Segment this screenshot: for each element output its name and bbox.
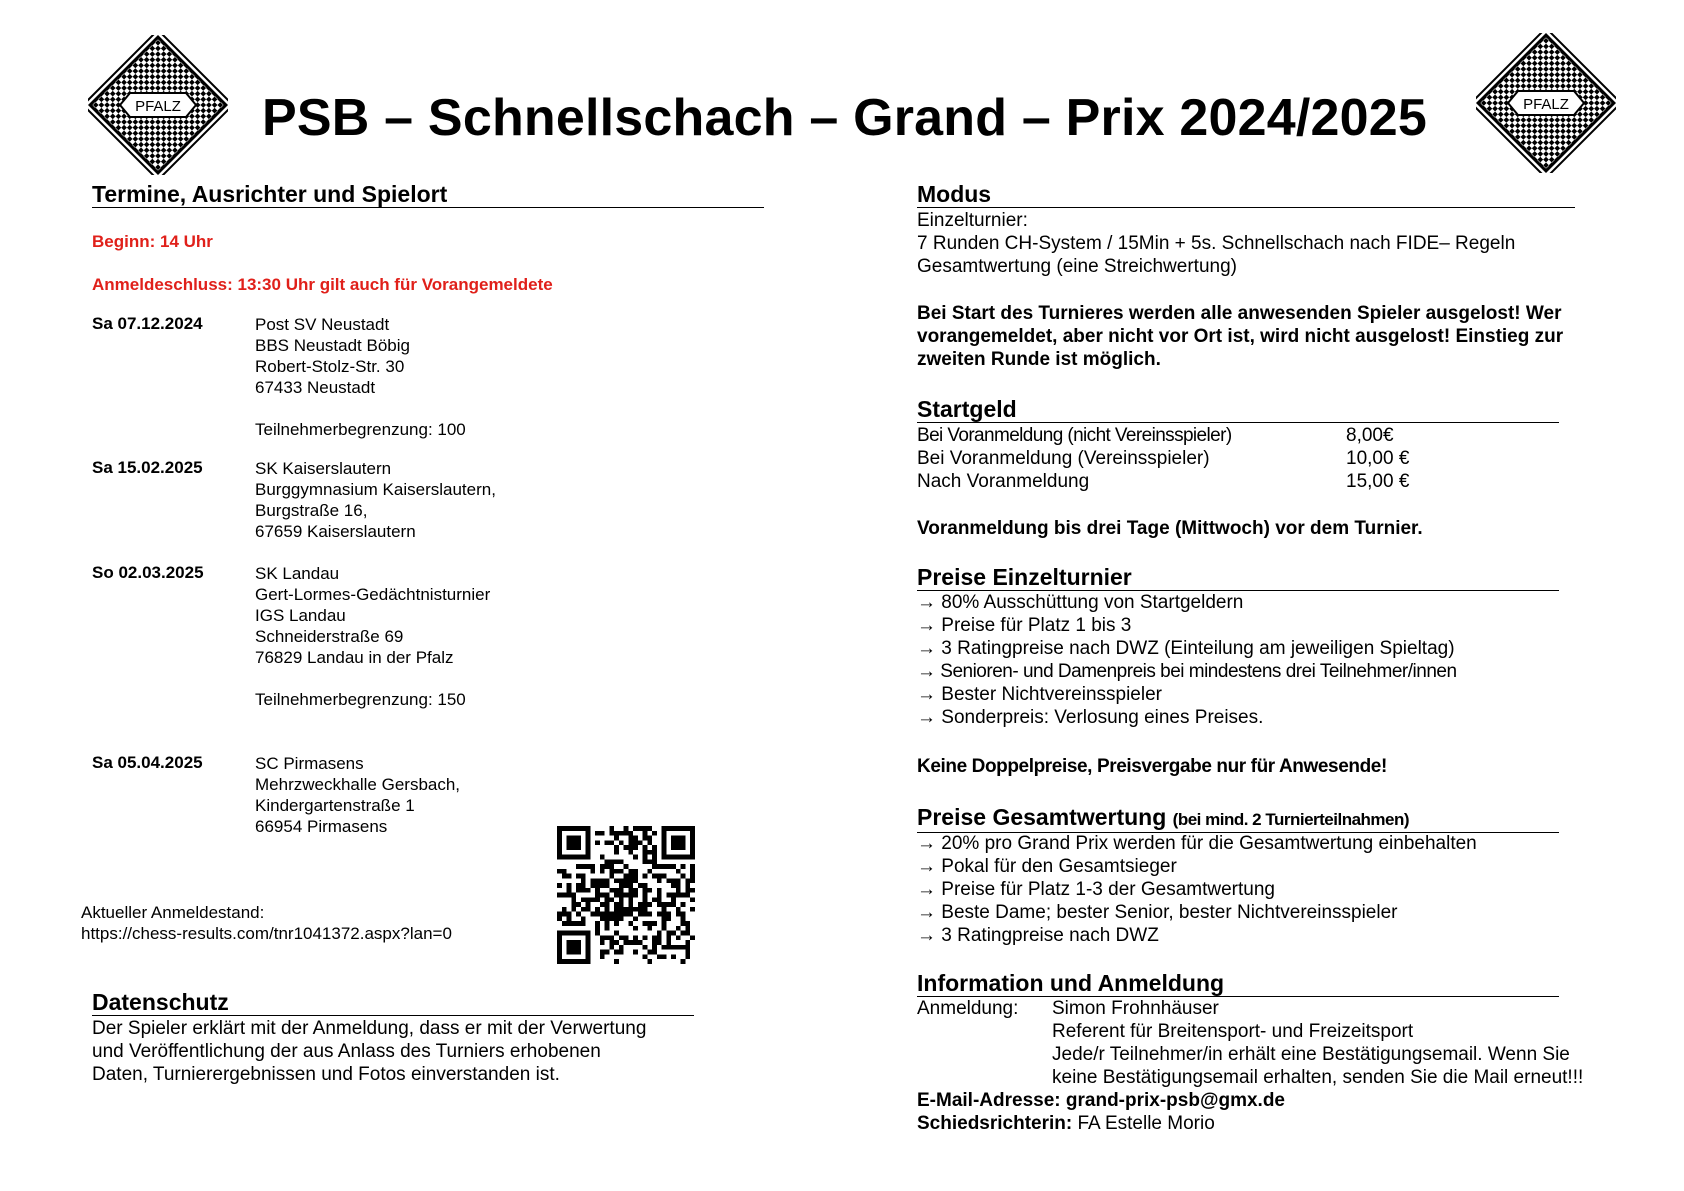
datenschutz-heading: Datenschutz xyxy=(92,990,694,1016)
pfalz-logo-right xyxy=(1476,33,1616,178)
list-item: → Beste Dame; bester Senior, bester Nichtvereinsspieler xyxy=(917,902,1398,923)
anmeldestand-link[interactable]: https://chess-results.com/tnr1041372.aspx?lan=0 xyxy=(81,924,452,943)
pfalz-logo-icon xyxy=(88,35,228,175)
event-address: SK Landau Gert-Lormes-Gedächtnisturnier IGS Landau Schneiderstraße 69 76829 Landau in der Pfalz Teilnehmerbegrenzung: 150 xyxy=(255,564,491,709)
list-item: → Preise für Platz 1-3 der Gesamtwertung xyxy=(917,879,1275,900)
list-item: → Preise für Platz 1 bis 3 xyxy=(917,615,1132,636)
list-item: → Senioren- und Damenpreis bei mindestens drei Teilnehmer/innen xyxy=(917,661,1457,682)
modus-text: Einzelturnier: 7 Runden CH-System / 15Min + 5s. Schnellschach nach FIDE– Regeln Gesamtwertung (eine Streichwertung) xyxy=(917,210,1516,277)
list-item: → 20% pro Grand Prix werden für die Gesamtwertung einbehalten xyxy=(917,833,1477,854)
logo-text: PFALZ xyxy=(135,98,181,115)
modus-hinweis: Bei Start des Turnieres werden alle anwesenden Spieler ausgelost! Wer vorangemeldet, aber nicht vor Ort ist, wird nicht ausgelost! Einstieg zur zweiten Runde ist möglich. xyxy=(917,303,1564,370)
anmeldung-details: Simon Frohnhäuser Referent für Breitensport- und Freizeitsport Jede/r Teilnehmer/in erhält eine Bestätigungsemail. Wenn Sie keine Bestätigungsemail erhalten, senden Sie die Mail erneut!!! xyxy=(1052,998,1584,1088)
event-address: Post SV Neustadt BBS Neustadt Böbig Robert-Stolz-Str. 30 67433 Neustadt Teilnehmerbegrenzung: 100 xyxy=(255,315,466,439)
list-item: → Bester Nichtvereinsspieler xyxy=(917,684,1162,705)
list-item: → Sonderpreis: Verlosung eines Preises. xyxy=(917,707,1264,728)
startgeld-row: Bei Voranmeldung (nicht Vereinsspieler) 8,00€ xyxy=(917,425,1394,446)
startgeld-heading: Startgeld xyxy=(917,397,1559,423)
event-address: SK Kaiserslautern Burggymnasium Kaiserslautern, Burgstraße 16, 67659 Kaiserslautern xyxy=(255,459,496,541)
list-item: → 3 Ratingpreise nach DWZ xyxy=(917,925,1159,946)
event-date: Sa 15.02.2025 xyxy=(92,458,203,477)
schiri-label: Schiedsrichterin: xyxy=(917,1113,1073,1134)
info-heading: Information und Anmeldung xyxy=(917,971,1559,997)
anmeldestand xyxy=(81,902,452,944)
pfalz-logo-left xyxy=(88,35,228,180)
logo-text: PFALZ xyxy=(1523,96,1569,113)
event-date: Sa 07.12.2024 xyxy=(92,314,203,333)
schiri-line xyxy=(917,1112,1215,1135)
voranmeldung-note: Voranmeldung bis drei Tage (Mittwoch) vor dem Turnier. xyxy=(917,518,1423,539)
anmeldung-label: Anmeldung: xyxy=(917,998,1019,1019)
event-date: So 02.03.2025 xyxy=(92,563,204,582)
modus-heading: Modus xyxy=(917,182,1575,208)
email-link[interactable]: grand-prix-psb@gmx.de xyxy=(1065,1090,1285,1111)
anmeldeschluss-text: Anmeldeschluss: 13:30 Uhr gilt auch für Vorangemeldete xyxy=(92,275,553,294)
schiri-value: FA Estelle Morio xyxy=(1077,1113,1215,1134)
list-item: → 3 Ratingpreise nach DWZ (Einteilung am jeweiligen Spieltag) xyxy=(917,638,1455,659)
startgeld-row: Bei Voranmeldung (Vereinsspieler) 10,00 € xyxy=(917,448,1410,469)
list-item: → 80% Ausschüttung von Startgeldern xyxy=(917,592,1244,613)
preise-gesamt-list xyxy=(917,832,1477,947)
datenschutz-text: Der Spieler erklärt mit der Anmeldung, dass er mit der Verwertung und Veröffentlichung der aus Anlass des Turniers erhobenen Daten, Turnierergebnissen und Fotos einverstanden ist. xyxy=(92,1018,647,1085)
email-label: E-Mail-Adresse: xyxy=(917,1090,1061,1111)
startgeld-row: Nach Voranmeldung 15,00 € xyxy=(917,471,1410,492)
preise-einzel-heading: Preise Einzelturnier xyxy=(917,565,1559,591)
preise-einzel-list xyxy=(917,591,1457,729)
preise-gesamt-heading: Preise Gesamtwertung (bei mind. 2 Turnierteilnahmen) xyxy=(917,805,1559,833)
event-address: SC Pirmasens Mehrzweckhalle Gersbach, Kindergartenstraße 1 66954 Pirmasens xyxy=(255,754,461,836)
page-title: PSB – Schnellschach – Grand – Prix 2024/2025 xyxy=(262,89,1427,147)
anmeldestand-label: Aktueller Anmeldestand: xyxy=(81,903,265,922)
pfalz-logo-icon xyxy=(1476,33,1616,173)
list-item: → Pokal für den Gesamtsieger xyxy=(917,856,1177,877)
qr-code-icon xyxy=(557,826,695,964)
beginn-text: Beginn: 14 Uhr xyxy=(92,232,213,251)
qr-code[interactable] xyxy=(557,826,695,969)
preise-gesamt-sub: (bei mind. 2 Turnierteilnahmen) xyxy=(1172,810,1410,829)
termine-heading: Termine, Ausrichter und Spielort xyxy=(92,182,764,208)
keine-doppelpreise: Keine Doppelpreise, Preisvergabe nur für Anwesende! xyxy=(917,756,1387,777)
event-date: Sa 05.04.2025 xyxy=(92,753,203,772)
email-line xyxy=(917,1089,1285,1112)
startgeld-table xyxy=(917,424,1409,493)
